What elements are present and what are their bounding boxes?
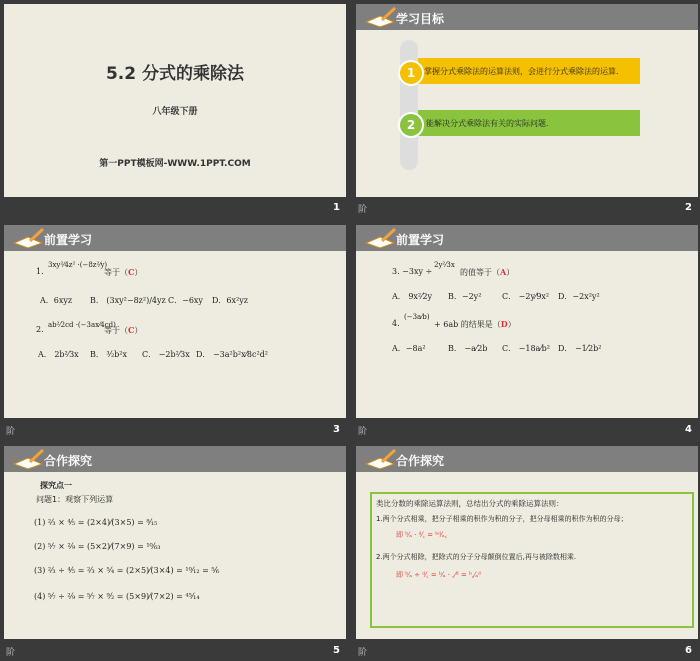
option: A． 2b²⁄3x [38,350,79,359]
goal-text: 能解决分式乘除法有关的实际问题. [426,119,549,128]
equation-row: (3) ²⁄₃ ÷ ⁴⁄₅ = ²⁄₃ × ⁵⁄₄ = (2×5)⁄(3×4) = ¹⁰⁄₁₂ = ⁵⁄₆ [34,566,220,575]
slide-subtitle: 八年级下册 [152,107,198,117]
status-mark: 阶 [6,427,16,437]
slide-caption-1 [4,198,346,218]
question-number: 1. [36,267,44,276]
slide-number: 2 [685,202,692,213]
option: C． −2b²⁄3x [142,350,190,359]
option: D． −1⁄2b² [558,344,602,353]
slide-thumbnail-2[interactable] [356,4,698,197]
q1-expression: 3xy²⁄4z² ·(−8z²⁄y) [48,261,108,269]
equation-row: (2) ⁵⁄₇ × ²⁄₉ = (5×2)⁄(7×9) = ¹⁰⁄₆₃ [34,542,161,551]
book-pencil-icon [364,448,398,470]
equation-row: (4) ⁵⁄₇ ÷ ²⁄₉ = ⁵⁄₇ × ⁹⁄₂ = (5×9)⁄(7×2) = ⁴⁵⁄₁₄ [34,592,200,601]
slide-caption-5 [4,641,346,661]
option: D． −3a²b²x⁄8c²d² [196,350,269,359]
slide-thumbnail-6[interactable] [356,446,698,639]
rules-box [370,492,694,628]
book-pencil-icon [12,448,46,470]
slide-header [356,4,698,30]
q4-expression: (−3a⁄b) [404,313,430,321]
slide-number: 4 [685,424,692,435]
status-mark: 阶 [358,427,368,437]
slide-number: 1 [333,202,340,213]
header-title: 合作探究 [44,454,93,468]
option: A．6xyz [40,296,73,305]
problem-text: 问题1：观察下列运算 [36,495,114,504]
question-number: 4. [392,319,400,328]
option: D．6x²yz [212,296,248,305]
slide-caption-2 [356,198,698,218]
question-number: 2. [36,325,44,334]
goal-number-1: 1 [398,60,424,86]
rule-2-formula: 即 ᵇ⁄ₐ ÷ ᵈ⁄꜀ = ᵇ⁄ₐ · ꜀⁄ᵈ = ᵇ꜀⁄ₐᵈ [396,571,481,579]
slide-thumbnail-3[interactable] [4,225,346,418]
header-title: 学习目标 [396,12,445,26]
rule-2: 2.两个分式相除，把除式的分子分母颠倒位置后,再与被除数相乘. [376,553,577,561]
slide-number: 5 [333,645,340,656]
slide-caption-3 [4,420,346,440]
slide-header [4,446,346,472]
option: C．−6xy [168,296,203,305]
option: B． ³⁄₂b²x [90,350,128,359]
rule-1: 1.两个分式相乘，把分子相乘的积作为积的分子，把分母相乘的积作为积的分母； [376,515,628,523]
slide-thumbnail-1[interactable] [4,4,346,197]
rule-1-formula: 即 ᵇ⁄ₐ · ᵈ⁄꜀ = ᵇᵈ⁄ₐ꜀ [396,531,448,539]
option: A． 9x²⁄2y [392,292,433,301]
slide-header [356,225,698,251]
goal-number-2: 2 [398,112,424,138]
book-pencil-icon [364,6,398,28]
option: B．−2y² [448,292,482,301]
status-mark: 阶 [358,648,368,658]
option: D．−2x²y² [558,292,600,301]
q3-text: 的值等于（A） [460,267,515,277]
goal-1 [418,58,640,84]
intro-text: 类比分数的乘除运算法则，总结出分式的乘除运算法则： [376,499,564,508]
q3-expression: 2y²⁄3x [434,261,455,269]
header-title: 合作探究 [396,454,445,468]
status-mark: 阶 [358,205,368,215]
slide-header [356,446,698,472]
slide-caption-6 [356,641,698,661]
goal-text: 掌握分式乘除法的运算法则，会进行分式乘除法的运算. [424,67,619,76]
option: C． −18a⁄b² [502,344,550,353]
slide-number: 6 [685,645,692,656]
header-title: 前置学习 [44,233,93,247]
section-title: 探究点一 [40,481,72,490]
option: B． (3xy²−8z²)/4yz [90,296,166,305]
slide-number: 3 [333,424,340,435]
question-number: 3. −3xy ÷ [392,267,433,276]
header-title: 前置学习 [396,233,445,247]
q1-text: 等于（C） [104,267,143,277]
goal-2 [418,110,640,136]
slide-thumbnail-4[interactable] [356,225,698,418]
q4-text: + 6ab 的结果是（D） [434,319,516,329]
slide-title: 5.2 分式的乘除法 [105,64,245,84]
equation-row: (1) ²⁄₃ × ⁴⁄₅ = (2×4)⁄(3×5) = ⁸⁄₁₅ [34,518,158,527]
option: B． −a⁄2b [448,344,488,353]
status-mark: 阶 [6,648,16,658]
q2-expression: ab²⁄2cd ·(−3ax⁄4cd) [48,321,116,329]
option: C． −2y⁄9x² [502,292,550,301]
slide-caption-4 [356,420,698,440]
book-pencil-icon [12,227,46,249]
q2-text: 等于（C） [104,325,143,335]
site-text: 第一PPT模板网-WWW.1PPT.COM [99,159,251,169]
book-pencil-icon [364,227,398,249]
slide-header [4,225,346,251]
option: A．−8a² [392,344,426,353]
slide-thumbnail-5[interactable] [4,446,346,639]
